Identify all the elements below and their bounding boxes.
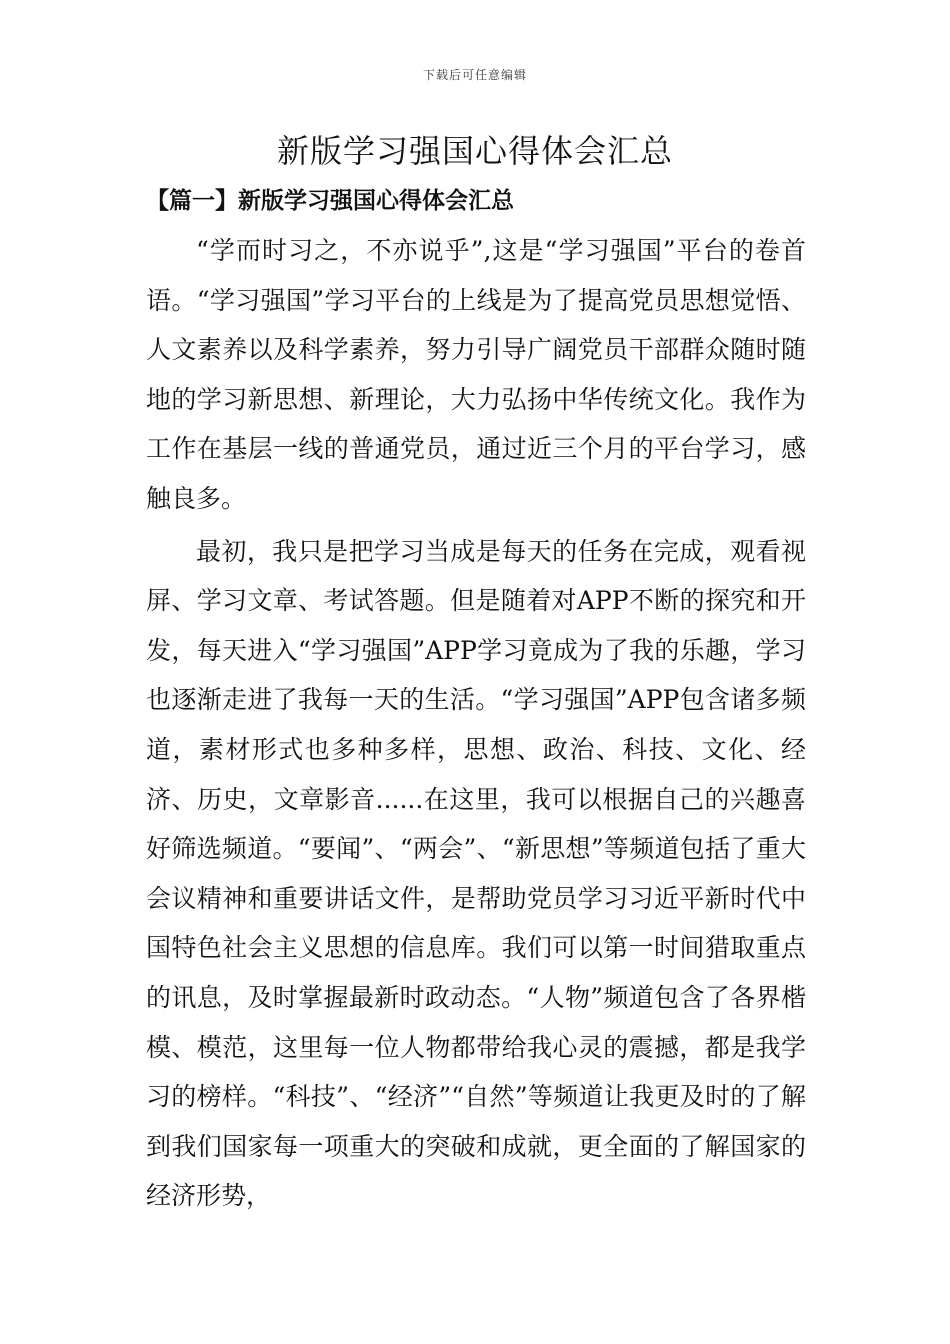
section-heading: 【篇一】新版学习强国心得体会汇总 [146,187,514,214]
paragraph-2: 最初，我只是把学习当成是每天的任务在完成，观看视屏、学习文章、考试答题。但是随着对APP不断的探究和开发，每天进入“学习强国”APP学习竟成为了我的乐趣，学习也逐渐走进了我每一天的生活。“学习强国”APP包含诸多频道，素材形式也多种多样，思想、政治、科技、文化、经济、历史，文章影音......在这里，我可以根据自己的兴趣喜好筛选频道。“要闻”、“两会”、“新思想”等频道包括了重大会议精神和重要讲话文件，是帮助党员学习习近平新时代中国特色社会主义思想的信息库。我们可以第一时间猎取重点的讯息，及时掌握最新时政动态。“人物”频道包含了各界楷模、模范，这里每一位人物都带给我心灵的震撼，都是我学习的榜样。“科技”、“经济”“自然”等频道让我更及时的了解到我们国家每一项重大的突破和成就，更全面的了解国家的经济形势， [146,536,806,1211]
paragraph-1: “学而时习之，不亦说乎”,这是“学习强国”平台的卷首语。“学习强国”学习平台的上线是为了提高党员思想觉悟、人文素养以及科学素养，努力引导广阔党员干部群众随时随地的学习新思想、新理论，大力弘扬中华传统文化。我作为工作在基层一线的普通党员，通过近三个月的平台学习，感触良多。 [146,236,806,513]
header-note: 下载后可任意编辑 [422,68,527,82]
document-title: 新版学习强国心得体会汇总 [276,132,673,170]
document-body [146,226,806,1224]
